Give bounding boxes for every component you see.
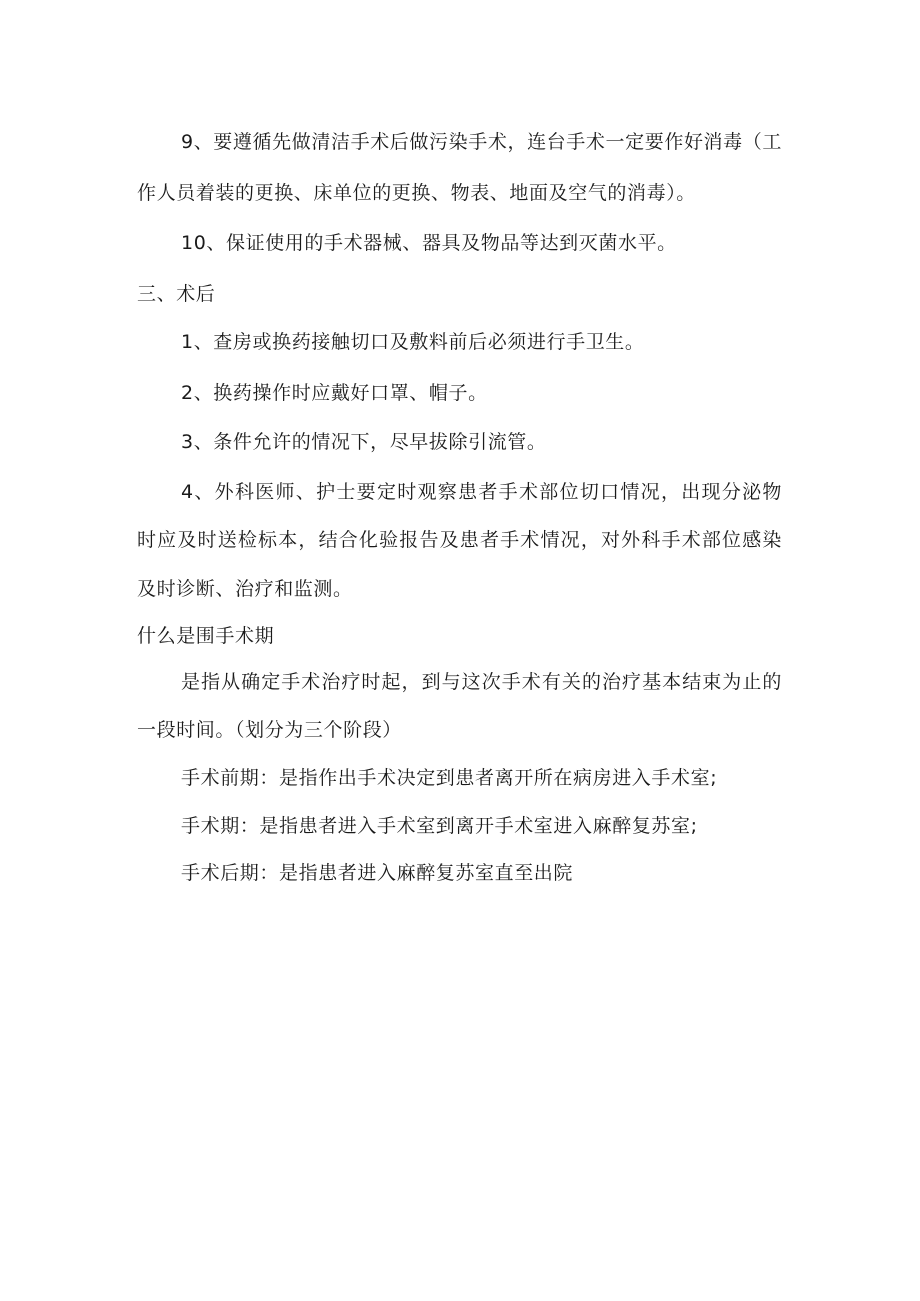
definition-line-2: 一段时间。（划分为三个阶段） xyxy=(137,719,402,741)
section-heading-perioperative: 什么是围手术期 xyxy=(137,625,275,647)
phase-intraoperative: 手术期：是指患者进入手术室到离开手术室进入麻醉复苏室; xyxy=(181,815,698,837)
postop-item-1: 1、查房或换药接触切口及敷料前后必须进行手卫生。 xyxy=(181,331,645,353)
postop-item-4-line-2: 时应及时送检标本，结合化验报告及患者手术情况，对外科手术部位感染 xyxy=(137,529,782,551)
item9-line-1: 9、要遵循先做清洁手术后做污染手术，连台手术一定要作好消毒（工 xyxy=(181,131,782,153)
phase-postoperative: 手术后期：是指患者进入麻醉复苏室直至出院 xyxy=(181,862,574,884)
section-heading-postop: 三、术后 xyxy=(137,283,216,305)
postop-item-2: 2、换药操作时应戴好口罩、帽子。 xyxy=(181,382,488,404)
postop-item-3: 3、条件允许的情况下，尽早拔除引流管。 xyxy=(181,431,547,453)
definition-line-1: 是指从确定手术治疗时起，到与这次手术有关的治疗基本结束为止的 xyxy=(181,671,782,693)
phase-preoperative: 手术前期：是指作出手术决定到患者离开所在病房进入手术室; xyxy=(181,767,718,789)
postop-item-4-line-3: 及时诊断、治疗和监测。 xyxy=(137,578,353,600)
postop-item-4-line-1: 4、外科医师、护士要定时观察患者手术部位切口情况，出现分泌物 xyxy=(181,481,782,503)
item10-line: 10、保证使用的手术器械、器具及物品等达到灭菌水平。 xyxy=(181,232,677,254)
item9-line-2: 作人员着装的更换、床单位的更换、物表、地面及空气的消毒）。 xyxy=(137,182,696,204)
